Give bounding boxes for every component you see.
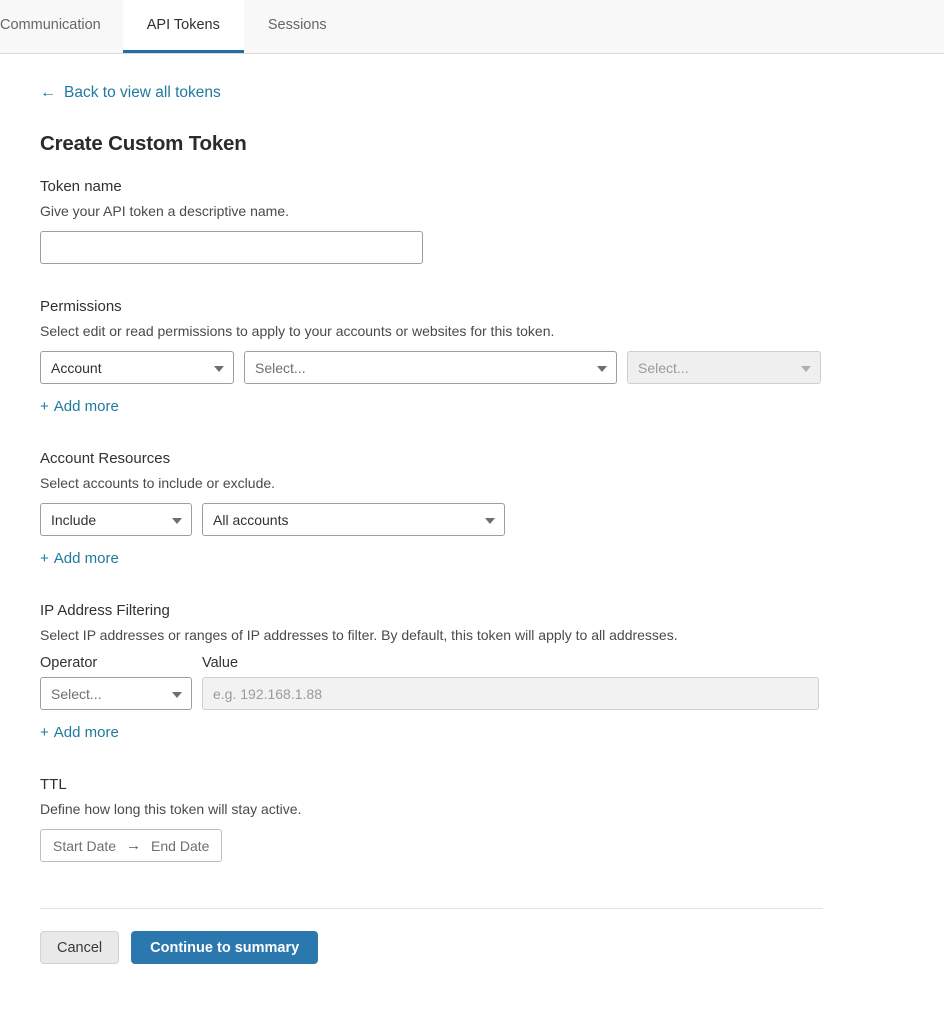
permission-scope-select[interactable] bbox=[40, 351, 234, 384]
form-actions bbox=[40, 931, 904, 964]
back-link-label: Back to view all tokens bbox=[64, 84, 221, 101]
tab-sessions[interactable] bbox=[244, 0, 351, 53]
permissions-row bbox=[40, 351, 904, 384]
ip-filtering-label: IP Address Filtering bbox=[40, 602, 170, 619]
token-name-label: Token name bbox=[40, 178, 122, 195]
ip-operator-label: Operator bbox=[40, 655, 98, 671]
continue-to-summary-button[interactable]: Continue to summary bbox=[131, 931, 318, 964]
permissions-section bbox=[40, 298, 904, 416]
back-to-all-tokens-link[interactable] bbox=[40, 84, 221, 102]
chevron-down-icon bbox=[597, 366, 607, 372]
cancel-button[interactable]: Cancel bbox=[40, 931, 119, 964]
arrow-left-icon: ← bbox=[40, 84, 56, 101]
permission-access-value: Select... bbox=[638, 359, 689, 376]
tab-api-tokens-label: API Tokens bbox=[146, 17, 220, 33]
permission-resource-select[interactable] bbox=[244, 351, 617, 384]
chevron-down-icon bbox=[172, 518, 182, 524]
tab-communication-label: Communication bbox=[0, 17, 101, 33]
permissions-help: Select edit or read permissions to apply to your accounts or websites for this token. bbox=[40, 323, 555, 339]
ip-filtering-add-more-label: Add more bbox=[53, 724, 119, 741]
arrow-right-icon: → bbox=[126, 837, 142, 854]
create-token-page bbox=[0, 54, 944, 1022]
footer-divider bbox=[40, 908, 823, 909]
account-resources-label: Account Resources bbox=[40, 450, 171, 467]
account-resources-section bbox=[40, 450, 904, 568]
permission-resource-value: Select... bbox=[255, 359, 306, 376]
account-resources-accounts-select[interactable] bbox=[202, 503, 505, 536]
account-resources-add-more-label: Add more bbox=[53, 550, 119, 567]
ip-value-label: Value bbox=[202, 655, 239, 671]
ip-filtering-section bbox=[40, 602, 904, 742]
permissions-label: Permissions bbox=[40, 298, 122, 315]
ttl-date-range-picker[interactable] bbox=[40, 829, 222, 862]
ip-operator-value: Select... bbox=[51, 685, 102, 702]
permissions-add-more-button[interactable] bbox=[40, 398, 119, 415]
token-name-section bbox=[40, 178, 904, 264]
plus-icon: + bbox=[40, 550, 49, 567]
chevron-down-icon bbox=[214, 366, 224, 372]
plus-icon: + bbox=[40, 724, 49, 741]
ip-value-input[interactable] bbox=[202, 677, 819, 710]
tab-communication[interactable] bbox=[0, 0, 123, 53]
account-resources-accounts-value: All accounts bbox=[213, 511, 289, 528]
account-resources-help: Select accounts to include or exclude. bbox=[40, 475, 276, 491]
token-name-help: Give your API token a descriptive name. bbox=[40, 203, 290, 219]
ip-filtering-column-labels bbox=[40, 655, 904, 671]
account-resources-mode-select[interactable] bbox=[40, 503, 192, 536]
page-title: Create Custom Token bbox=[40, 132, 247, 155]
tab-sessions-label: Sessions bbox=[267, 17, 327, 33]
account-resources-mode-value: Include bbox=[51, 511, 97, 528]
chevron-down-icon bbox=[801, 366, 811, 372]
chevron-down-icon bbox=[172, 692, 182, 698]
ttl-end-date[interactable]: End Date bbox=[151, 837, 210, 854]
permissions-add-more-label: Add more bbox=[53, 398, 119, 415]
plus-icon: + bbox=[40, 398, 49, 415]
token-name-input[interactable] bbox=[40, 231, 423, 264]
tab-api-tokens[interactable] bbox=[123, 0, 244, 53]
ttl-label: TTL bbox=[40, 776, 67, 793]
ip-filtering-row bbox=[40, 677, 904, 710]
tab-bar bbox=[0, 0, 944, 54]
account-resources-row bbox=[40, 503, 904, 536]
chevron-down-icon bbox=[485, 518, 495, 524]
account-resources-add-more-button[interactable] bbox=[40, 550, 119, 567]
ttl-section bbox=[40, 776, 904, 862]
permission-scope-value: Account bbox=[51, 359, 102, 376]
permission-access-select bbox=[627, 351, 821, 384]
ip-operator-select[interactable] bbox=[40, 677, 192, 710]
ip-filtering-help: Select IP addresses or ranges of IP addresses to filter. By default, this token will apply to all addresses. bbox=[40, 627, 678, 643]
ttl-start-date[interactable]: Start Date bbox=[53, 837, 117, 854]
ttl-help: Define how long this token will stay active. bbox=[40, 801, 302, 817]
ip-filtering-add-more-button[interactable] bbox=[40, 724, 119, 741]
